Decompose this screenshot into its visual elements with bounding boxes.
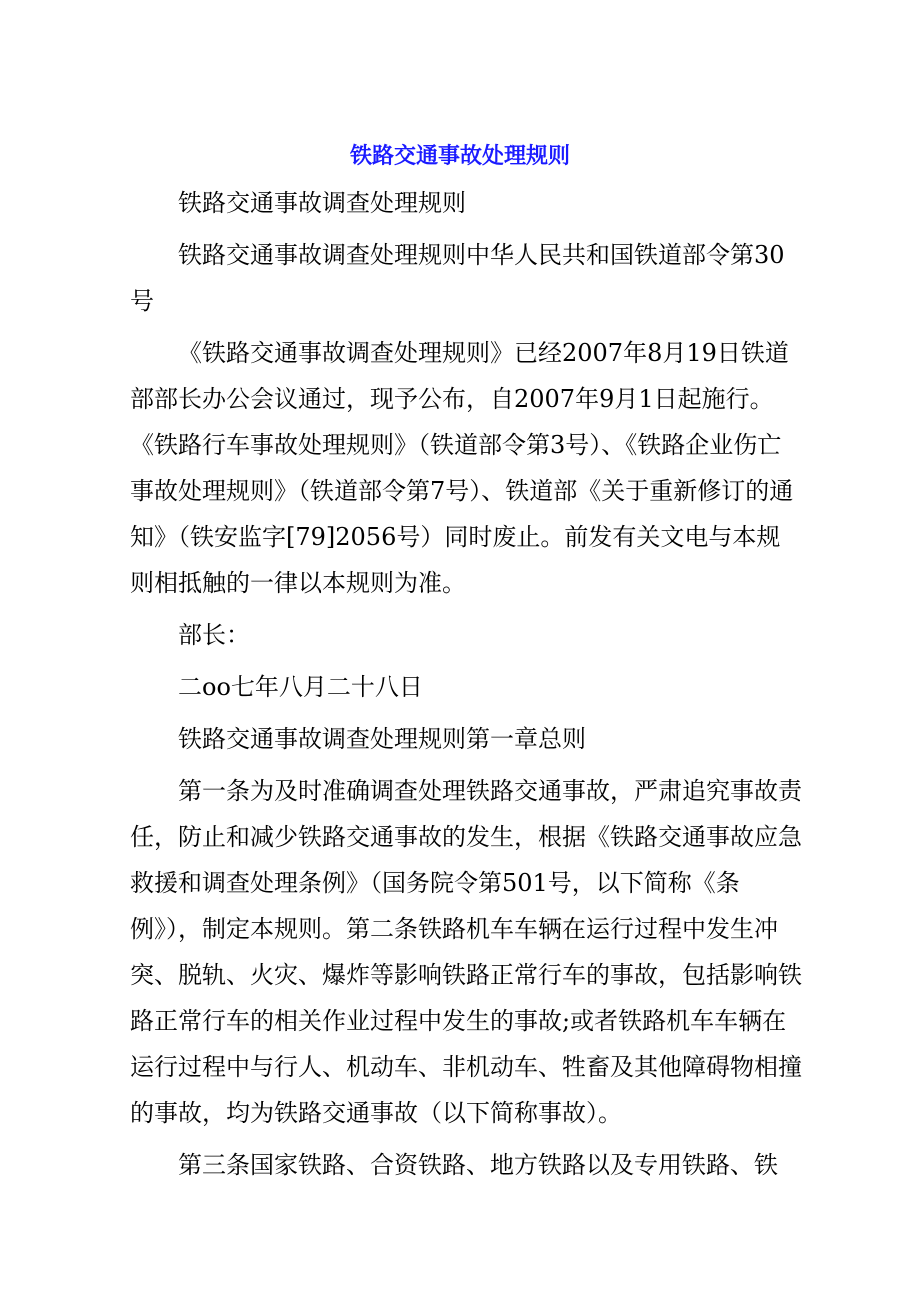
paragraph-articles-1-2: 第一条为及时准确调查处理铁路交通事故，严肃追究事故责任，防止和减少铁路交通事故的发生，根据《铁路交通事故应急救援和调查处理条例》（国务院令第501号，以下简称《条例》），制定本规则。第二条铁路机车车辆在运行过程中发生冲突、脱轨、火灾、爆炸等影响铁路正常行车的事故，包括影响铁路正常行车的相关作业过程中发生的事故;或者铁路机车车辆在运行过程中与行人、机动车、非机动车、牲畜及其他障碍物相撞的事故，均为铁路交通事故（以下简称事故）。 xyxy=(130,777,802,1127)
paragraph-chapter-heading: 铁路交通事故调查处理规则第一章总则 xyxy=(178,725,586,753)
paragraph-subtitle: 铁路交通事故调查处理规则 xyxy=(178,189,466,217)
document-title: 铁路交通事故处理规则 xyxy=(349,144,570,169)
paragraph-minister: 部长： xyxy=(178,621,250,649)
paragraph-article-3: 第三条国家铁路、合资铁路、地方铁路以及专用铁路、铁 xyxy=(178,1151,778,1179)
paragraph-date: 二oo七年八月二十八日 xyxy=(178,673,423,701)
paragraph-decree: 铁路交通事故调查处理规则中华人民共和国铁道部令第30号 xyxy=(130,241,785,315)
document-body xyxy=(130,180,802,1188)
paragraph-announcement: 《铁路交通事故调查处理规则》已经2007年8月19日铁道部部长办公会议通过，现予公布，自2007年9月1日起施行。《铁路行车事故处理规则》（铁道部令第3号）、《铁路企业伤亡事故处理规则》（铁道部令第7号）、铁道部《关于重新修订的通知》（铁安监字[79]2056号）同时废止。前发有关文电与本规则相抵触的一律以本规则为准。 xyxy=(130,339,794,597)
